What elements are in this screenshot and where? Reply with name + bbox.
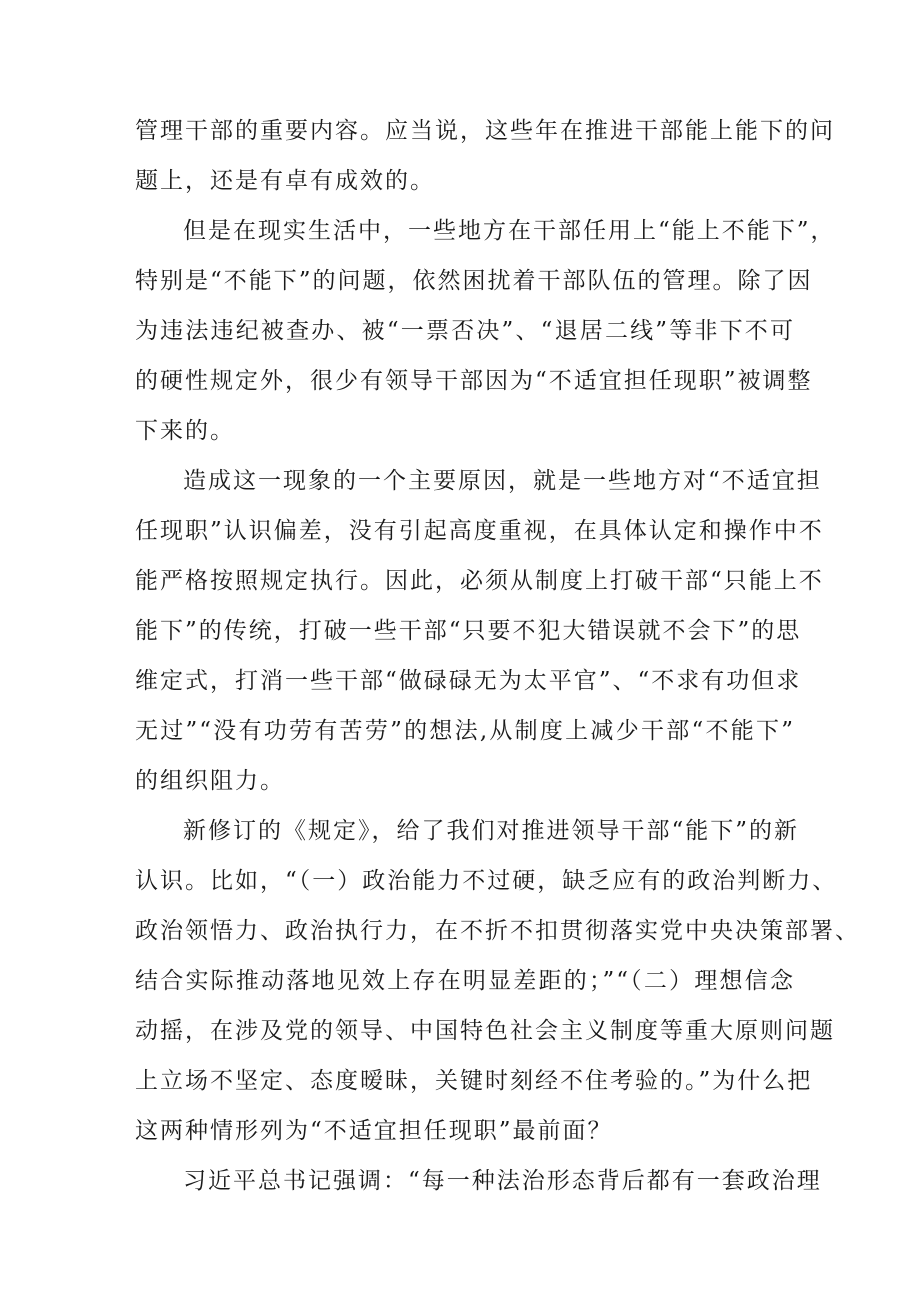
text-line: 特别是“不能下”的问题，依然困扰着干部队伍的管理。除了因 xyxy=(135,268,813,294)
paragraph-first-line: 习近平总书记强调：“每一种法治形态背后都有一套政治理 xyxy=(183,1168,822,1194)
text-line: 的硬性规定外，很少有领导干部因为“不适宜担任现职”被调整 xyxy=(135,368,813,394)
text-line: 为违法违纪被查办、被“一票否决”、“退居二线”等非下不可 xyxy=(135,318,795,344)
text-line: 下来的。 xyxy=(135,418,235,444)
text-line: 管理干部的重要内容。应当说，这些年在推进干部能上能下的问 xyxy=(135,118,835,144)
text-line: 结合实际推动落地见效上存在明显差距的；”“（二）理想信念 xyxy=(135,968,795,994)
text-line: 认识。比如，“（一）政治能力不过硬，缺乏应有的政治判断力、 xyxy=(135,868,838,894)
text-line: 任现职”认识偏差，没有引起高度重视，在具体认定和操作中不 xyxy=(135,518,824,544)
text-line: 能下”的传统，打破一些干部“只要不犯大错误就不会下”的思 xyxy=(135,618,802,644)
text-line: 的组织阻力。 xyxy=(135,768,285,794)
text-line: 能严格按照规定执行。因此，必须从制度上打破干部“只能上不 xyxy=(135,568,824,594)
paragraph-first-line: 造成这一现象的一个主要原因，就是一些地方对“不适宜担 xyxy=(183,468,822,494)
text-line: 动摇，在涉及党的领导、中国特色社会主义制度等重大原则问题 xyxy=(135,1018,835,1044)
text-line: 上立场不坚定、态度暧昧，关键时刻经不住考验的。”为什么把 xyxy=(135,1068,813,1094)
paragraph-first-line: 新修订的《规定》，给了我们对推进领导干部“能下”的新 xyxy=(183,818,800,844)
text-line: 政治领悟力、政治执行力，在不折不扣贯彻落实党中央决策部署、 xyxy=(135,918,860,944)
text-line: 维定式，打消一些干部“做碌碌无为太平官”、“不求有功但求 xyxy=(135,668,802,694)
document-body xyxy=(135,106,860,1206)
text-line: 无过”“没有功劳有苦劳”的想法,从制度上减少干部“不能下” xyxy=(135,718,795,744)
text-line: 题上，还是有卓有成效的。 xyxy=(135,168,435,194)
text-line: 这两种情形列为“不适宜担任现职”最前面？ xyxy=(135,1118,613,1144)
paragraph-first-line: 但是在现实生活中，一些地方在干部任用上“能上不能下”， xyxy=(183,218,836,244)
